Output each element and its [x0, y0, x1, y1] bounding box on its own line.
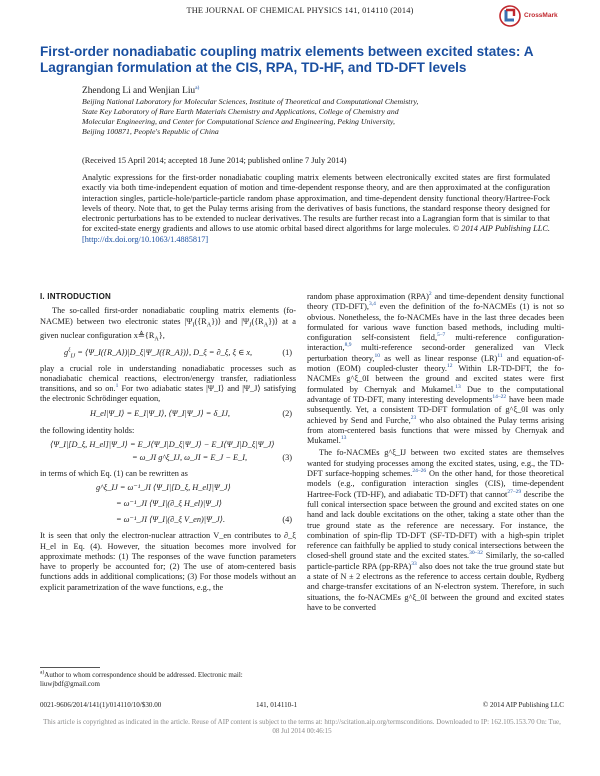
footer-issn: 0021-9606/2014/141(1)/014110/10/$30.00 [40, 701, 162, 709]
authors-footnote-marker[interactable]: a) [195, 84, 200, 91]
article-title: First-order nonadiabatic coupling matrix elements between excited states: A Lagrangian formulation at the CIS, RPA, TD-HF, and TD-DFT levels [40, 44, 534, 75]
abstract [82, 173, 550, 245]
footnote-text: Author to whom correspondence should be addressed. Electronic mail: liuwjbdf@gmail.com [40, 671, 243, 688]
equation-number[interactable]: (3) [282, 452, 292, 462]
intro-paragraph-4: in terms of which Eq. (1) can be rewritten as [40, 468, 188, 478]
citation[interactable]: 14–22 [492, 394, 507, 401]
abstract-text: Analytic expressions for the first-order nonadiabatic coupling matrix elements between electronically excited states are first formulated exactly via both time-independent equation of motion and time-dependent response theory, and are then approximated at the configuration interaction singles, particle-hole/particle-particle random phase approximation, and time-dependent density functional theory/Hartree-Fock levels of theory. Note that, to get the Pulay terms arising from the derivatives of basis functions, the standard response theory designed for electronic perturbations has to be extended to nuclear derivatives. The results are further recast into a Lagrangian form that is similar to that for excited-state energy gradients and allows to use atomic orbital based direct algorithms for large molecules. [82, 173, 550, 234]
crossmark-logo[interactable] [498, 4, 560, 30]
intro-paragraph-7: The fo-NACMEs g^ξ_IJ between two excited states are themselves wanted for studying processes among the excited states, using, e.g., the TD-DFT surface-hopping schemes.$^{24-26}$ On the other hand, for those theoretical models (e.g., configuration interaction singles (CIS), time-dependent Hartree-Fock (TD-HF), and adiabatic TD-DFT) that cannot$^{27-29}$ describe the full conical intersection space between the ground and excited states on one hand and lack double excitations on the other, taking a state other than the true ground state as the reference are necessary. For instance, the combination of spin-flip TD-DFT (SF-TD-DFT) with a high-spin triplet reference can faithfully be applied to study conical intersections between the closed-shell ground state and the excited states.$^{30-32}$ Similarly, the so-called particle-particle RPA (pp-RPA)$^{33}$ also does not take the true ground state but a state of N ± 2 electrons as the reference to access certain double, Rydberg and charge-transfer excitations of an N-electron system. Therefore, in such situations, the fo-NACMEs g^ξ_0I between the ground and excited states have to be converted [307, 448, 564, 612]
equation-number[interactable]: (4) [282, 515, 292, 525]
equation-4b: = ω⁻¹_JI ⟨Ψ_I|(∂_ξ H_el)|Ψ_J⟩ [116, 499, 223, 509]
footnote [40, 671, 296, 688]
equation-3b: = ω_JI g^ξ_IJ, ω_JI = E_J − E_I, (3) [132, 452, 292, 462]
equation-number[interactable]: (2) [282, 408, 292, 418]
equation-number[interactable]: (1) [282, 347, 292, 357]
citation[interactable]: 27–29 [507, 488, 522, 495]
citation[interactable]: 8,9 [344, 342, 352, 349]
citation[interactable]: 3,4 [369, 301, 376, 308]
author-line [82, 86, 199, 96]
footnote-rule [40, 667, 100, 668]
affiliation-line: Beijing National Laboratory for Molecular Sciences, Institute of Theoretical and Computational Chemistry, [82, 97, 419, 106]
intro-paragraph-6: random phase approximation (RPA)$^2$ and time-dependent density functional theory (TD-DFT),$^{3,4}$ even the definition of the fo-NACMEs (1) is not so obvious. Nonetheless, the fo-NACMEs have in the last three decades been formulated for various wave function based methods, including multi-configuration self-consistent field,$^{5-7}$ multi-reference configuration-interaction,$^{8,9}$ multi-reference second-order generalized van Vleck perturbation theory,$^{10}$ as well as linear response (LR)$^{11}$ and equation-of-motion (EOM) coupled-cluster theory.$^{12}$ Within LR-TD-DFT, the fo-NACMEs g^ξ_0I between the ground and excited states were first formulated by Chernyak and Mukamel.$^{13}$ Due to the computational advantage of TD-DFT, many interesting developments$^{14-22}$ have been made subsequently. Yet, a consistent TD-DFT formulation of g^ξ_0I was only achieved by Send and Furche,$^{23}$ who also obtained the Pulay terms arising from atom-centered basis functions that were missed by Chernyak and Mukamel.$^{13}$ [307, 291, 565, 446]
affiliation [82, 97, 582, 137]
citation[interactable]: 24–26 [412, 468, 427, 475]
citation[interactable]: 2 [428, 291, 432, 298]
footnote-marker: a) [40, 669, 45, 676]
citation[interactable]: 30–32 [469, 550, 483, 557]
citation[interactable]: 5–7 [437, 332, 446, 339]
reproduction-notice: This article is copyrighted as indicated in the article. Reuse of AIP content is subject to the terms at: http://scitation.aip.org/termsconditions. Downloaded to IP: 162.105.153.70 On: Tue, 08 Jul 2014 00:46:15 [43, 718, 561, 735]
citation[interactable]: 11 [497, 353, 503, 360]
citation[interactable]: 13 [455, 383, 461, 390]
doi-link[interactable]: [http://dx.doi.org/10.1063/1.4885817] [82, 234, 209, 244]
intro-paragraph-5: It is seen that only the electron-nuclear attraction V_en contributes to ∂_ξ H_el in Eq. (4). However, the situation becomes more involved for approximate methods: (1) The responses of the wave function parameters have to properly be accounted for; (2) The use of atom-centered basis functions adds in additional complications; (3) For those models without an explicit parametrization of the wave functions, e.g., the [40, 531, 296, 592]
journal-header: THE JOURNAL OF CHEMICAL PHYSICS 141, 014110 (2014) [186, 6, 414, 15]
footer-page: 141, 014110-1 [256, 701, 298, 709]
citation[interactable]: 13 [340, 435, 347, 442]
affiliation-line: State Key Laboratory of Rare Earth Materials Chemistry and Applications, College of Chemistry and [82, 107, 399, 117]
equation-4a: g^ξ_IJ = ω⁻¹_JI ⟨Ψ_I|[D_ξ, H_el]|Ψ_J⟩ [96, 483, 231, 493]
equation-3a: ⟨Ψ_I|[D_ξ, H_el]|Ψ_J⟩ = E_J⟨Ψ_I|D_ξ|Ψ_J⟩ − E_I⟨Ψ_I|D_ξ|Ψ_J⟩ [50, 439, 275, 449]
affiliation-line: Molecular Engineering, and Center for Computational Science and Engineering, Peking University, [82, 117, 395, 127]
intro-paragraph-2: play a crucial role in understanding nonadiabatic processes such as nonadiabatic chemical reactions, electron/energy transfer, radiationless transitions, and so on.$^1$ For two adiabatic states |Ψ_I⟩ and |Ψ_J⟩ satisfying the electronic Schrödinger equation, [40, 363, 297, 404]
affiliation-line: Beijing 100871, People's Republic of China [82, 127, 219, 137]
left-column [40, 292, 296, 593]
equation-1: $g^\xi_{IJ}$ = ⟨Ψ_I({R_A})|D_ξ|Ψ_J({R_A})⟩, D_ξ = ∂_ξ, ξ ∈ x, (1) [64, 346, 292, 360]
equation-2: H_el|Ψ_I⟩ = E_I|Ψ_I⟩, ⟨Ψ_I|Ψ_J⟩ = δ_IJ, (2) [90, 408, 292, 418]
authors: Zhendong Li and Wenjian Liu [82, 86, 196, 96]
equation-4c: = ω⁻¹_JI ⟨Ψ_I|(∂_ξ V_en)|Ψ_J⟩. (4) [116, 515, 292, 525]
intro-paragraph-3: the following identity holds: [40, 425, 135, 435]
intro-paragraph-1: The so-called first-order nonadiabatic coupling matrix elements (fo-NACME) between two electronic states $|\Psi_I(\{R_A\})⟩$ and $|\Psi_J(\{R_A\})⟩$ at a given nuclear configuration $x≜\{R_A\}$, [40, 306, 296, 343]
section-heading: I. INTRODUCTION [40, 292, 111, 301]
citation[interactable]: 1 [115, 383, 119, 390]
right-column [307, 292, 564, 613]
abstract-copyright: © 2014 AIP Publishing LLC. [452, 224, 550, 234]
received-dates: (Received 15 April 2014; accepted 18 June 2014; published online 7 July 2014) [82, 156, 347, 165]
citation[interactable]: 10 [374, 353, 380, 360]
footer-copyright: © 2014 AIP Publishing LLC [482, 701, 564, 709]
citation[interactable]: 33 [411, 560, 417, 567]
crossmark-icon [498, 4, 522, 28]
citation[interactable]: 12 [446, 363, 453, 370]
citation[interactable]: 23 [410, 414, 417, 421]
crossmark-label: CrossMark [524, 12, 558, 19]
